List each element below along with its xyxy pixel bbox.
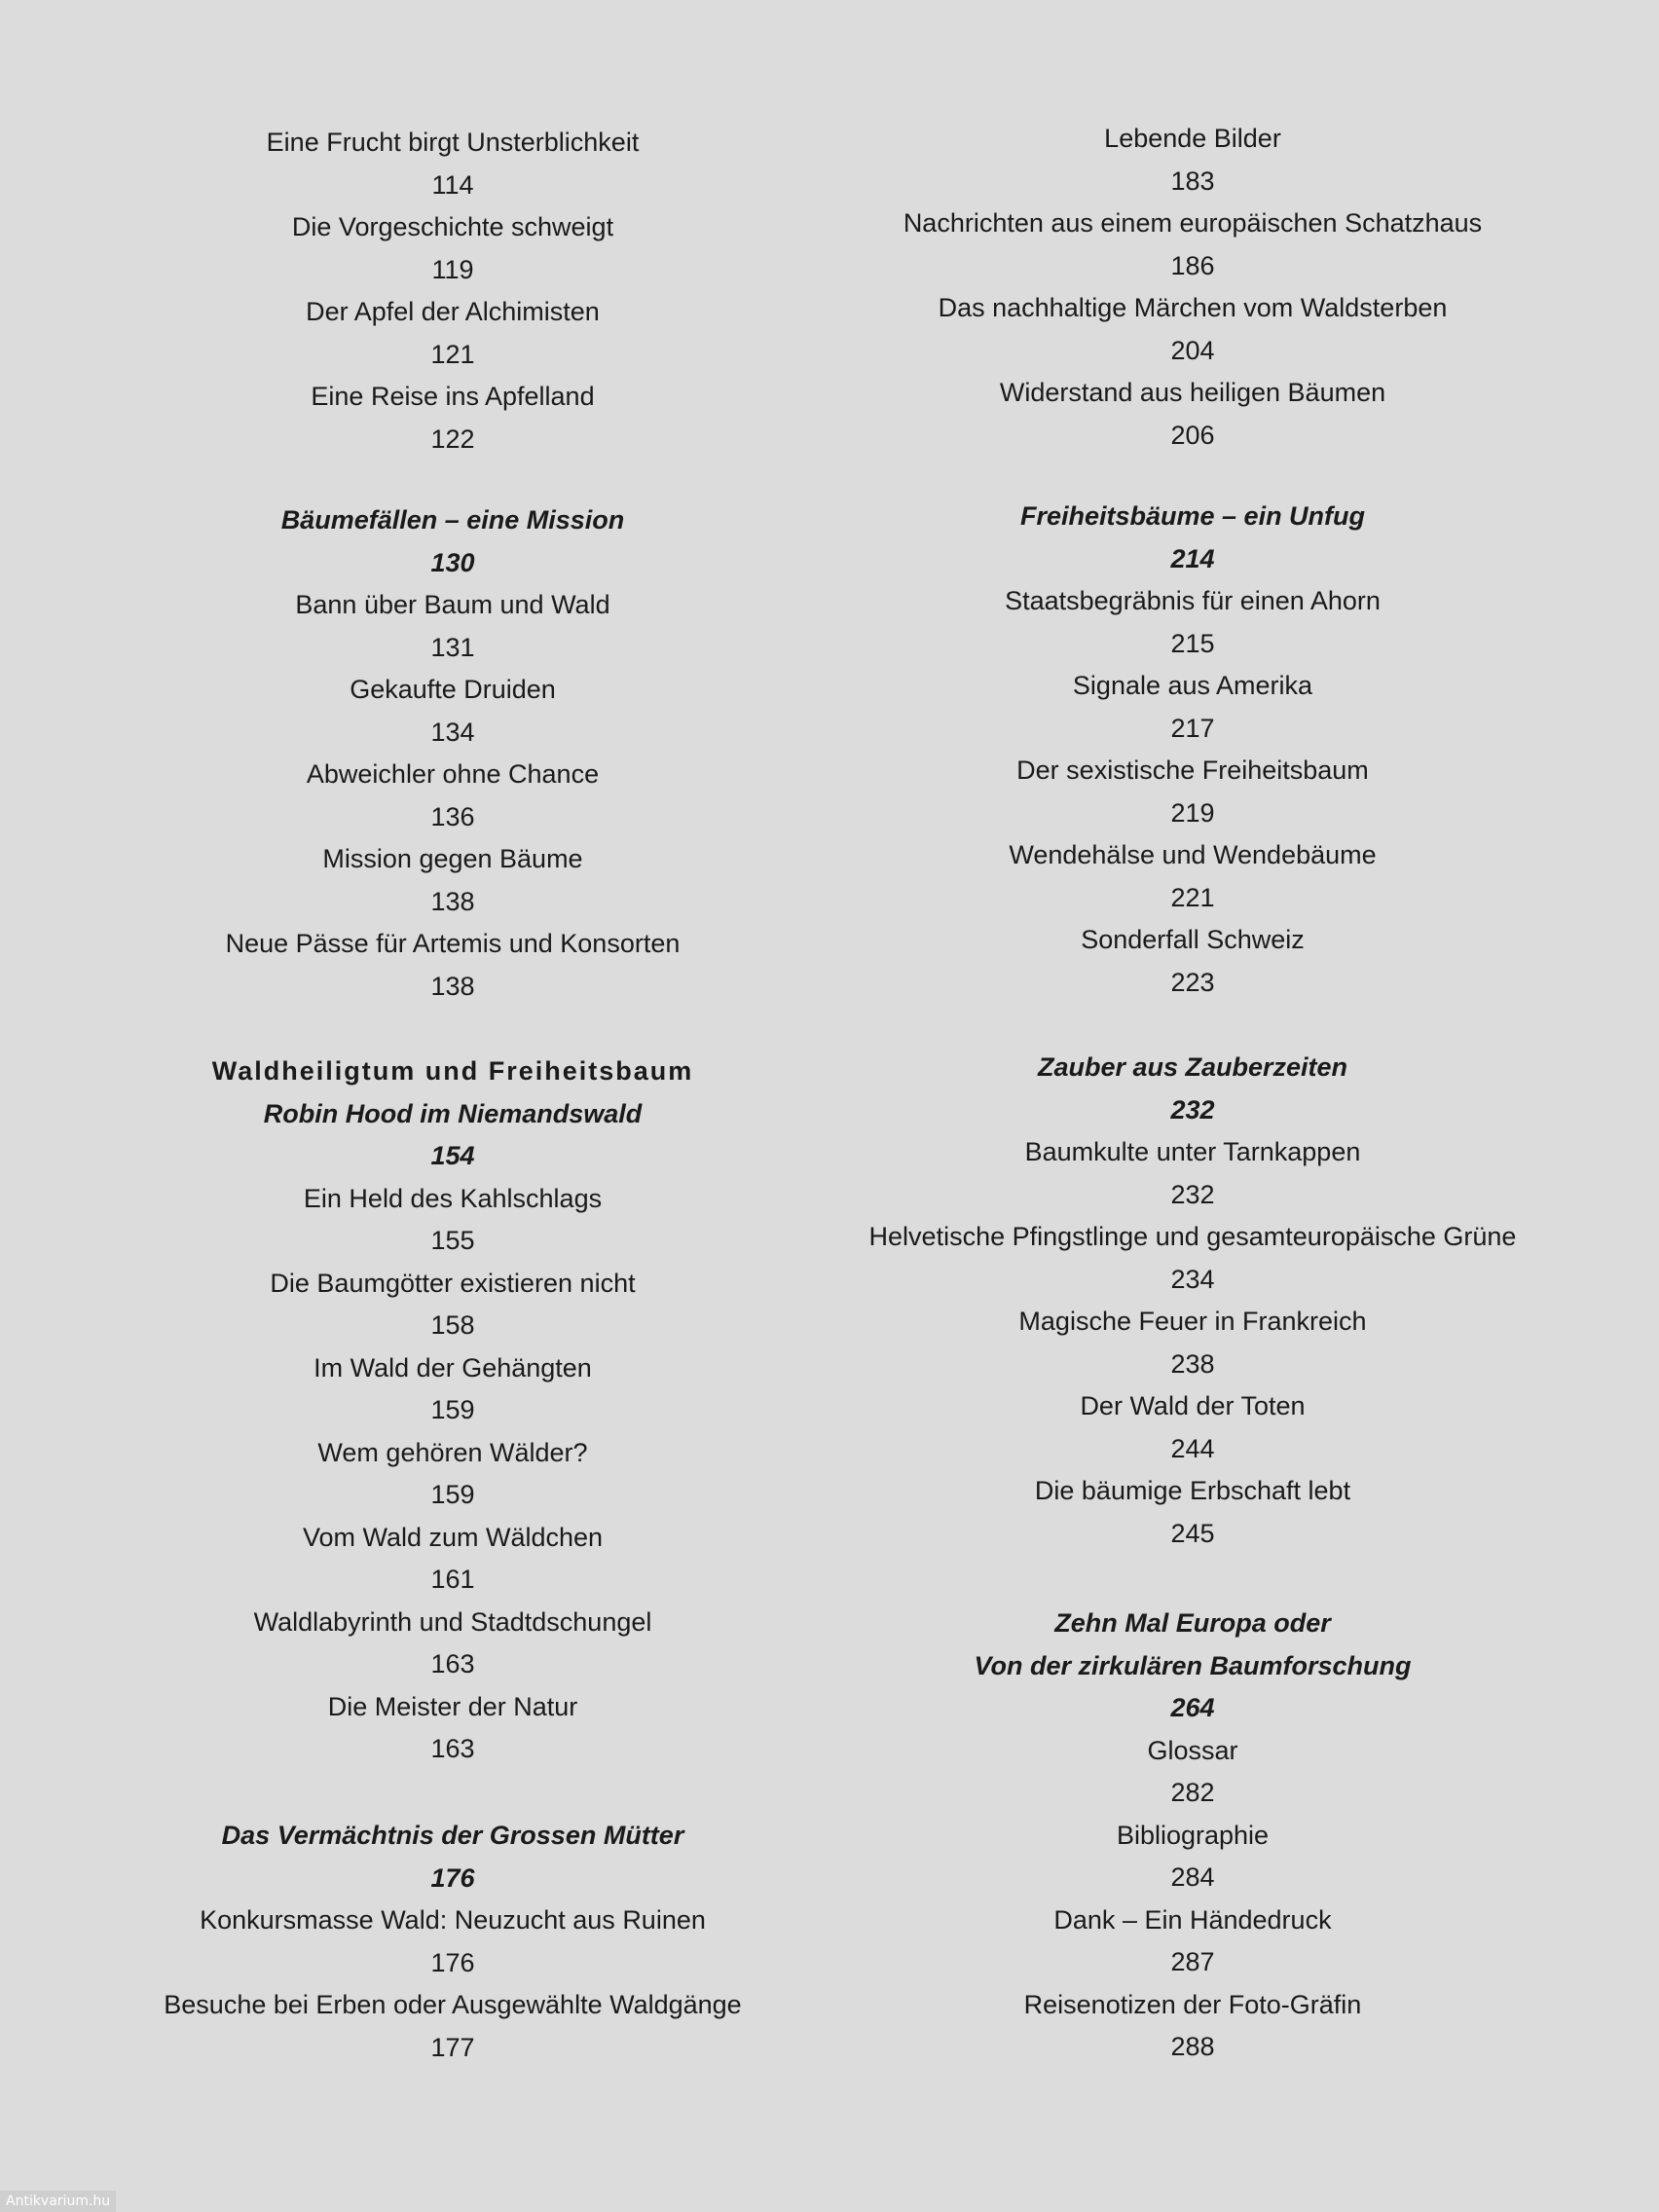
- toc-entry-title: Die Baumgötter existieren nicht: [270, 1268, 636, 1298]
- toc-page-number: 204: [1170, 335, 1215, 365]
- toc-page-number: 176: [430, 1947, 475, 1977]
- toc-page-number: 206: [1170, 420, 1215, 450]
- toc-entry-title: Mission gegen Bäume: [322, 844, 583, 873]
- toc-page-number: 176: [430, 1862, 475, 1893]
- toc-entry-title: Nachrichten aus einem europäischen Schatzhaus: [903, 208, 1483, 238]
- toc-entry-title: Sonderfall Schweiz: [1081, 925, 1305, 954]
- toc-entry-title: Bann über Baum und Wald: [295, 590, 610, 619]
- toc-entry-title: Bibliographie: [1116, 1820, 1270, 1850]
- toc-entry-title: Im Wald der Gehängten: [313, 1352, 592, 1382]
- toc-page-number: 134: [430, 717, 475, 747]
- toc-entry-title: Dank – Ein Händedruck: [1053, 1904, 1332, 1935]
- toc-entry-title: Eine Frucht birgt Unsterblichkeit: [266, 128, 640, 157]
- toc-chapter-title: Zehn Mal Europa oder: [1054, 1608, 1331, 1638]
- toc-entry-title: Wem gehören Wälder?: [317, 1437, 588, 1467]
- toc-entry-title: Der Wald der Toten: [1080, 1391, 1306, 1420]
- toc-entry-title: Die bäumige Erbschaft lebt: [1034, 1476, 1351, 1505]
- toc-page-number: 264: [1170, 1693, 1215, 1722]
- toc-page-number: 287: [1170, 1947, 1215, 1976]
- toc-chapter-title: Freiheitsbäume – ein Unfug: [1019, 501, 1366, 531]
- toc-page-number: 234: [1170, 1264, 1215, 1294]
- toc-page-number: 158: [430, 1310, 475, 1340]
- toc-chapter-title: Bäumefällen – eine Mission: [280, 505, 625, 535]
- toc-chapter-title: Zauber aus Zauberzeiten: [1037, 1052, 1348, 1082]
- toc-page-number: 284: [1170, 1862, 1215, 1892]
- toc-chapter-title: Waldheiligtum und Freiheitsbaum: [211, 1056, 694, 1086]
- toc-entry-title: Eine Reise ins Apfelland: [311, 382, 595, 411]
- toc-page-number: 161: [430, 1565, 475, 1594]
- toc-entry-title: Baumkulte unter Tarnkappen: [1024, 1137, 1361, 1166]
- toc-entry-title: Signale aus Amerika: [1072, 671, 1313, 700]
- toc-entry-title: Abweichler ohne Chance: [306, 759, 600, 789]
- toc-page-number: 177: [430, 2032, 475, 2062]
- toc-page-number: 288: [1170, 2032, 1215, 2061]
- toc-entry-title: Die Vorgeschichte schweigt: [291, 212, 614, 241]
- toc-chapter-title: Robin Hood im Niemandswald: [263, 1098, 643, 1128]
- toc-page-number: 138: [430, 971, 475, 1001]
- toc-entry-title: Widerstand aus heiligen Bäumen: [999, 378, 1386, 407]
- toc-chapter-title: Von der zirkulären Baumforschung: [974, 1650, 1412, 1680]
- toc-entry-title: Die Meister der Natur: [327, 1691, 578, 1721]
- toc-page-number: 122: [430, 424, 475, 454]
- toc-entry-title: Ein Held des Kahlschlags: [303, 1183, 603, 1213]
- toc-page-number: 223: [1170, 967, 1215, 997]
- toc-page-number: 163: [430, 1734, 475, 1763]
- toc-page-number: 186: [1170, 250, 1215, 280]
- toc-page-number: 221: [1170, 882, 1215, 912]
- toc-page-number: 217: [1170, 713, 1215, 743]
- toc-page-number: 219: [1170, 797, 1215, 828]
- toc-page-number: 119: [431, 254, 474, 284]
- toc-entry-title: Das nachhaltige Märchen vom Waldsterben: [938, 293, 1448, 322]
- toc-entry-title: Waldlabyrinth und Stadtdschungel: [253, 1606, 652, 1637]
- toc-page-number: 244: [1170, 1433, 1215, 1463]
- toc-entry-title: Besuche bei Erben oder Ausgewählte Waldgänge: [164, 1990, 742, 2019]
- toc-entry-title: Lebende Bilder: [1104, 124, 1281, 153]
- toc-entry-title: Konkursmasse Wald: Neuzucht aus Ruinen: [200, 1905, 706, 1935]
- toc-page-number: 131: [430, 632, 475, 662]
- toc-entry-title: Neue Pässe für Artemis und Konsorten: [225, 929, 681, 958]
- toc-page-number: 154: [430, 1141, 475, 1170]
- toc-page-number: 214: [1170, 543, 1215, 573]
- toc-entry-title: Gekaufte Druiden: [350, 675, 556, 704]
- toc-page-number: 232: [1170, 1179, 1215, 1209]
- toc-page-number: 282: [1170, 1778, 1215, 1807]
- toc-page-number: 232: [1170, 1094, 1215, 1124]
- toc-chapter-title: Das Vermächtnis der Grossen Mütter: [221, 1821, 684, 1850]
- toc-entry-title: Magische Feuer in Frankreich: [1018, 1307, 1367, 1336]
- toc-entry-title: Reisenotizen der Foto-Gräfin: [1023, 1989, 1362, 2019]
- toc-entry-title: Staatsbegräbnis für einen Ahorn: [1005, 586, 1381, 615]
- toc-page-number: 121: [430, 339, 475, 369]
- toc-page-number: 130: [430, 547, 475, 577]
- toc-page-number: 245: [1170, 1518, 1215, 1548]
- toc-entry-title: Glossar: [1147, 1735, 1238, 1765]
- toc-page-number: 215: [1170, 628, 1215, 658]
- toc-entry-title: Der sexistische Freiheitsbaum: [1016, 756, 1369, 785]
- toc-entry-title: Helvetische Pfingstlinge und gesamteuropäische Grüne: [868, 1222, 1517, 1251]
- toc-page-number: 138: [430, 886, 475, 916]
- toc-page-number: 114: [431, 169, 474, 200]
- toc-page-number: 163: [430, 1649, 475, 1678]
- toc-page-number: 159: [430, 1395, 475, 1424]
- toc-page-number: 238: [1170, 1348, 1215, 1379]
- toc-entry-title: Vom Wald zum Wäldchen: [302, 1522, 604, 1552]
- toc-page-number: 183: [1170, 166, 1215, 196]
- toc-page-number: 155: [430, 1226, 475, 1255]
- toc-entry-title: Wendehälse und Wendebäume: [1009, 840, 1377, 869]
- toc-page-number: 136: [430, 801, 475, 831]
- watermark: Antikvarium.hu: [0, 2191, 116, 2212]
- toc-entry-title: Der Apfel der Alchimisten: [306, 297, 600, 326]
- toc-page-number: 159: [430, 1480, 475, 1509]
